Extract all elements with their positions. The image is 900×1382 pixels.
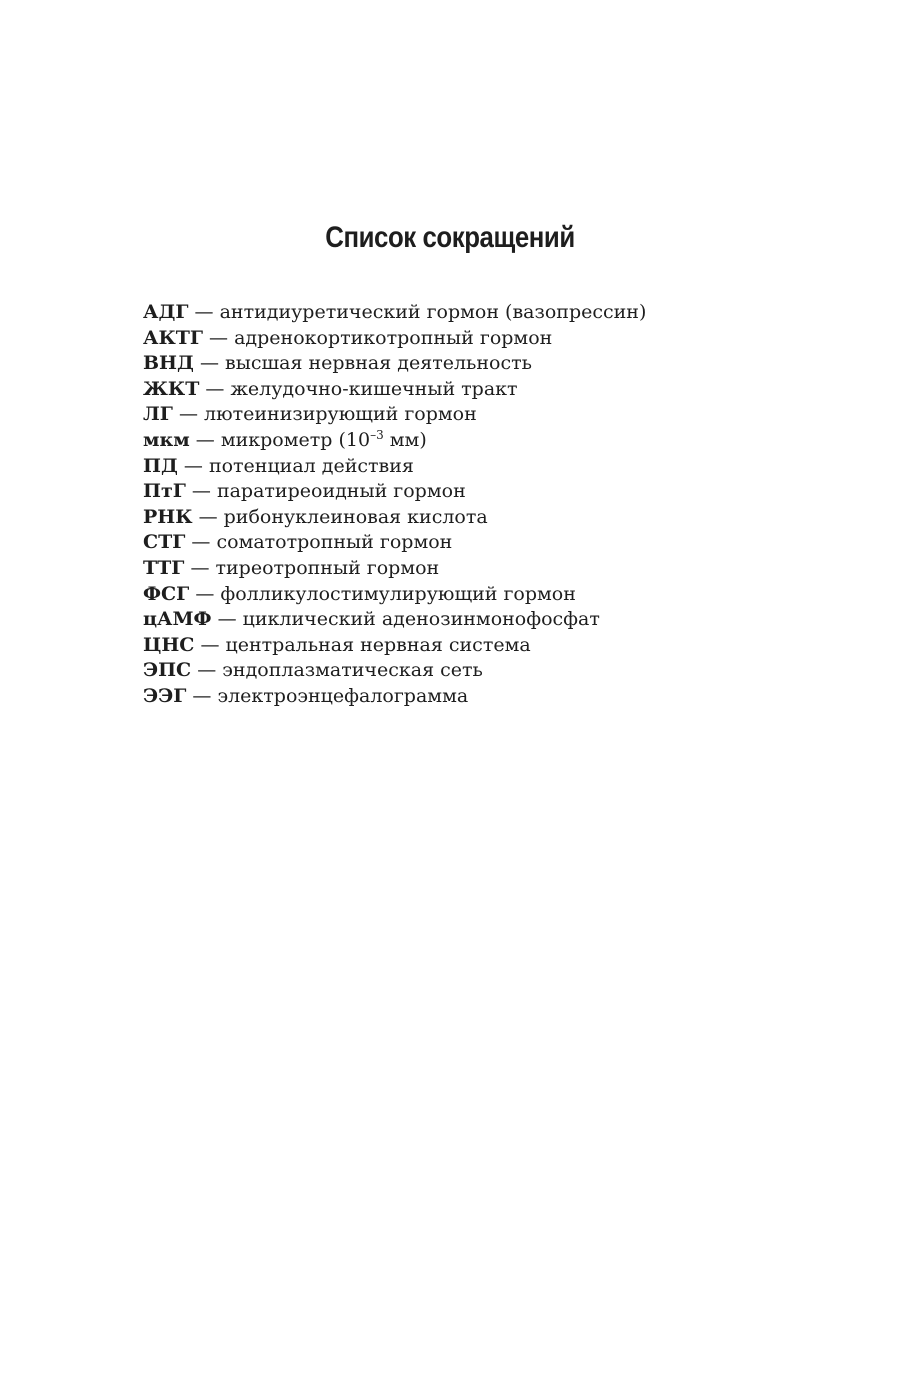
separator: —	[177, 454, 209, 477]
superscript-exponent: –3	[370, 427, 384, 442]
abbreviation-definition: центральная нервная система	[225, 633, 531, 656]
separator: —	[172, 403, 205, 426]
abbreviation-term: ЦНС	[143, 633, 195, 656]
abbreviation-item	[143, 556, 860, 582]
abbreviation-item	[143, 505, 860, 531]
abbreviation-definition: соматотропный гормон	[216, 531, 453, 554]
abbreviation-definition: лютеинизирующий гормон	[204, 403, 477, 426]
separator: —	[189, 582, 221, 605]
separator: —	[194, 633, 226, 656]
abbreviation-item	[143, 607, 860, 633]
abbreviation-definition: адренокортикотропный гормон	[234, 326, 553, 349]
abbreviation-term: цАМФ	[143, 608, 212, 631]
separator: —	[191, 659, 223, 682]
abbreviation-definition: тиреотропный гормон	[215, 556, 440, 579]
abbreviation-definition: микрометр (10	[220, 428, 371, 451]
abbreviation-list	[143, 300, 860, 710]
abbreviation-definition: антидиуретический гормон (вазопрессин)	[219, 301, 647, 323]
abbreviation-term: ФСГ	[143, 582, 190, 605]
abbreviation-item	[143, 351, 860, 377]
abbreviation-item	[143, 300, 860, 326]
abbreviation-term: ПтГ	[143, 480, 186, 503]
abbreviation-item	[143, 582, 860, 608]
abbreviation-term: ЭЭГ	[143, 684, 187, 707]
abbreviation-term: ЖКТ	[143, 377, 200, 400]
abbreviation-item	[143, 428, 860, 454]
separator: —	[189, 428, 221, 451]
abbreviation-definition-tail: мм)	[383, 428, 427, 451]
abbreviation-item	[143, 633, 860, 659]
abbreviation-term: ВНД	[143, 352, 194, 375]
abbreviation-item	[143, 530, 860, 556]
separator: —	[193, 352, 225, 375]
abbreviation-definition: рибонуклеиновая кислота	[223, 505, 488, 528]
abbreviation-term: АДГ	[143, 301, 189, 323]
page-title: Список сокращений	[325, 221, 575, 254]
separator: —	[192, 505, 224, 528]
separator: —	[184, 556, 216, 579]
abbreviation-item	[143, 402, 860, 428]
abbreviation-item	[143, 658, 860, 684]
abbreviation-term: ТТГ	[143, 556, 185, 579]
abbreviation-definition: фолликулостимулирующий гормон	[220, 582, 576, 605]
separator: —	[185, 531, 217, 554]
abbreviation-definition: паратиреоидный гормон	[216, 480, 466, 503]
abbreviation-definition: электроэнцефалограмма	[217, 684, 469, 707]
abbreviation-item	[143, 479, 860, 505]
abbreviation-term: ПД	[143, 454, 178, 477]
abbreviation-item	[143, 326, 860, 352]
abbreviation-definition: высшая нервная деятельность	[225, 352, 532, 375]
abbreviation-term: РНК	[143, 505, 193, 528]
abbreviation-item	[143, 454, 860, 480]
abbreviation-definition: желудочно-кишечный тракт	[230, 377, 518, 400]
separator: —	[185, 480, 217, 503]
abbreviation-term: АКТГ	[143, 326, 204, 349]
abbreviation-term: ЭПС	[143, 659, 192, 682]
separator: —	[199, 377, 231, 400]
separator: —	[203, 326, 235, 349]
abbreviation-item	[143, 377, 860, 403]
separator: —	[211, 608, 243, 631]
abbreviation-term: ЛГ	[143, 403, 173, 426]
abbreviation-item	[143, 684, 860, 710]
abbreviation-definition: потенциал действия	[208, 454, 414, 477]
abbreviation-definition: эндоплазматическая сеть	[222, 659, 483, 682]
abbreviation-definition: циклический аденозинмонофосфат	[242, 608, 600, 631]
separator: —	[186, 684, 218, 707]
abbreviation-term: СТГ	[143, 531, 186, 554]
abbreviation-term: мкм	[143, 428, 190, 451]
separator: —	[188, 301, 220, 323]
